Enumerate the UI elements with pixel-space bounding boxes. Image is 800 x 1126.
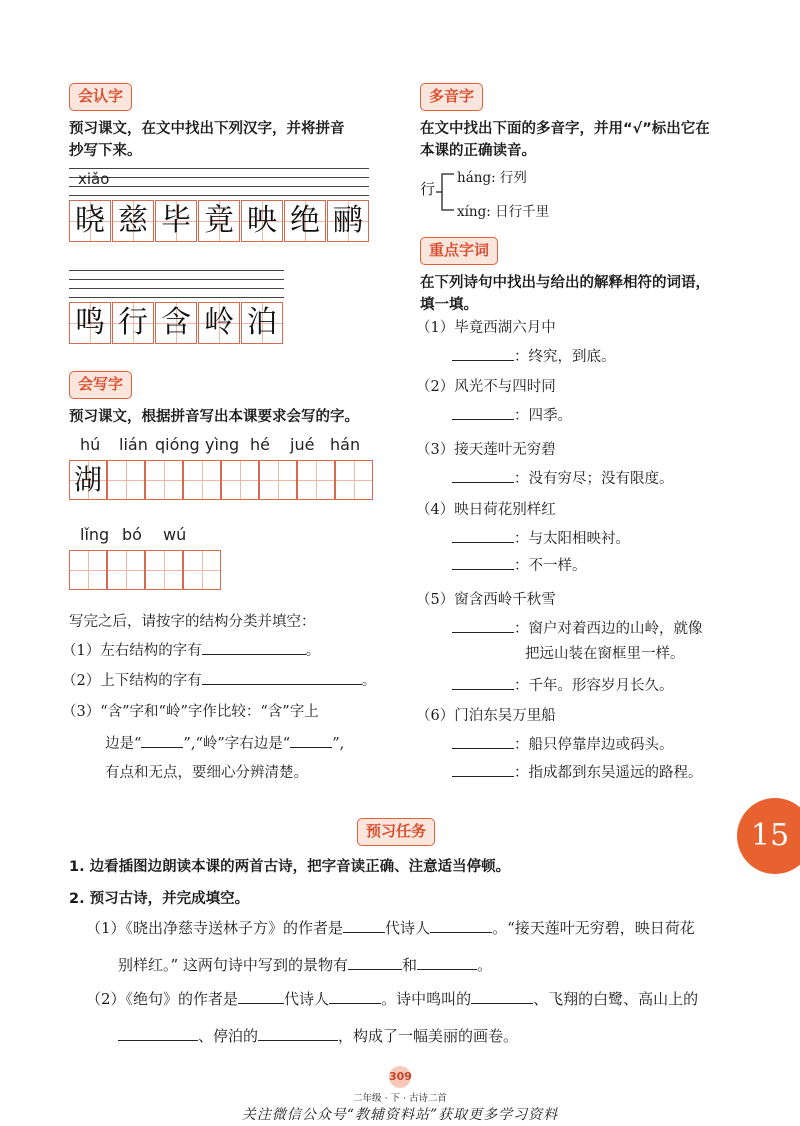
char-box: 行: [112, 302, 154, 344]
char-box: 鸣: [69, 302, 111, 344]
answer-blank[interactable]: [343, 918, 385, 933]
structure-item-3c: 有点和无点，要细心分辨清楚。: [105, 765, 308, 781]
answer-blank[interactable]: [452, 405, 514, 420]
definition-row: ：终究，到底。: [452, 346, 616, 367]
char-box: 鹂: [327, 200, 369, 242]
preview-task-1: 1. 边看插图边朗读本课的两首古诗，把字音读正确、注意适当停顿。: [69, 859, 511, 875]
write-box[interactable]: [145, 460, 183, 500]
bracket-icon: [434, 170, 458, 214]
char-box: 泊: [241, 302, 283, 344]
preview-q1-line1: （1）《晓出净慈寺送林子方》的作者是 代诗人 。“接天莲叶无穷碧，映日荷花: [86, 919, 695, 937]
write-box[interactable]: [107, 460, 145, 500]
write-pinyin: hé: [250, 435, 270, 454]
poem-line: （4）映日荷花别样红: [416, 502, 556, 518]
structure-item-3b: 边是“ ”,“岭”字右边是“ ”,: [105, 733, 344, 754]
char-box: 绝: [284, 200, 326, 242]
definition-row: ：没有穷尽；没有限度。: [452, 468, 674, 489]
answer-blank[interactable]: [452, 734, 514, 749]
polyphone-tag: 多音字: [420, 83, 483, 111]
definition-continued: 把远山装在窗框里一样。: [525, 646, 685, 662]
write-pinyin: lián: [119, 435, 148, 454]
definition-row: ：与太阳相映衬。: [452, 528, 630, 549]
answer-blank[interactable]: [452, 555, 514, 570]
answer-blank[interactable]: [329, 989, 381, 1004]
answer-blank[interactable]: [258, 1026, 338, 1041]
write-box[interactable]: [259, 460, 297, 500]
char-box: 毕: [155, 200, 197, 242]
definition-row: ：不一样。: [452, 555, 587, 576]
poem-line: （1）毕竟西湖六月中: [416, 320, 556, 336]
write-pinyin: lǐng: [80, 525, 110, 544]
answer-blank[interactable]: [348, 955, 402, 970]
structure-item-1: （1）左右结构的字有 。: [62, 640, 320, 661]
definition-row: ：千年。形容岁月长久。: [452, 675, 674, 696]
polyphone-reading-2[interactable]: xíng: 日行千里: [457, 204, 550, 220]
pinyin-xiao: xiǎo: [78, 170, 110, 188]
write-box[interactable]: [183, 460, 221, 500]
answer-blank[interactable]: [141, 733, 183, 748]
pinyin-line: [69, 186, 369, 187]
keywords-instruction-1: 在下列诗句中找出与给出的解释相符的词语，: [420, 275, 710, 291]
write-box[interactable]: [69, 550, 107, 590]
answer-blank[interactable]: [238, 989, 284, 1004]
structure-intro: 写完之后，请按字的结构分类并填空：: [69, 614, 316, 630]
write-box: [183, 550, 221, 590]
poem-line: （3）接天莲叶无穷碧: [416, 442, 556, 458]
answer-blank[interactable]: [452, 346, 514, 361]
preview-task-2: 2. 预习古诗，并完成填空。: [69, 891, 250, 907]
structure-item-3a: （3）“含”字和“岭”字作比较：“含”字上: [62, 704, 319, 720]
pinyin-line: [69, 195, 369, 196]
answer-blank[interactable]: [452, 618, 514, 633]
definition-row: ：窗户对着西边的山岭，就像: [452, 618, 703, 639]
write-tag: 会写字: [69, 371, 132, 399]
answer-blank[interactable]: [118, 1026, 198, 1041]
keywords-instruction-2: 填一填。: [420, 297, 478, 313]
polyphone-instruction-1: 在文中找出下面的多音字，并用“√”标出它在: [420, 121, 710, 137]
write-pinyin: yìng: [205, 435, 240, 454]
write-pinyin: wú: [163, 525, 187, 544]
poem-line: （6）门泊东吴万里船: [416, 708, 556, 724]
write-instruction: 预习课文，根据拼音写出本课要求会写的字。: [69, 409, 359, 425]
answer-blank[interactable]: [452, 468, 514, 483]
preview-tag: 预习任务: [357, 818, 435, 846]
polyphone-reading-1[interactable]: háng: 行列: [457, 170, 527, 186]
write-box[interactable]: [297, 460, 335, 500]
poem-line: （5）窗含西岭千秋雪: [416, 592, 556, 608]
definition-row: ：船只停靠岸边或码头。: [452, 734, 674, 755]
answer-blank[interactable]: [417, 955, 477, 970]
preview-q2-line2: 、停泊的 ，构成了一幅美丽的画卷。: [118, 1025, 518, 1047]
polyphone-char: 行: [420, 180, 436, 198]
write-pinyin: hú: [80, 435, 101, 454]
preview-q1-line2: 别样红。” 这两句诗中写到的景物有 和 。: [118, 956, 492, 974]
pinyin-line: [69, 168, 369, 169]
preview-q2-line1: （2）《绝句》的作者是 代诗人 。诗中鸣叫的 、飞翔的白鹭、高山上的: [86, 990, 699, 1008]
answer-blank[interactable]: [202, 640, 306, 655]
polyphone-instruction-2: 本课的正确读音。: [420, 143, 536, 159]
answer-blank[interactable]: [471, 989, 533, 1004]
recognize-tag: 会认字: [69, 83, 132, 111]
page-number: 309: [389, 1066, 411, 1088]
answer-blank[interactable]: [452, 675, 514, 690]
pinyin-line: [69, 270, 284, 271]
recognize-instruction-1: 预习课文，在文中找出下列汉字，并将拼音: [69, 121, 345, 137]
write-box[interactable]: [221, 460, 259, 500]
pinyin-line: [69, 279, 284, 280]
footer-caption: 二年级 · 下 · 古诗二首: [352, 1093, 448, 1104]
char-box: 映: [241, 200, 283, 242]
write-box[interactable]: [335, 460, 373, 500]
write-pinyin: qióng: [155, 435, 200, 454]
write-box[interactable]: 湖: [69, 460, 107, 500]
write-box[interactable]: [145, 550, 183, 590]
recognize-instruction-2: 抄写下来。: [69, 143, 142, 159]
pinyin-line: [69, 177, 369, 178]
structure-item-2: （2）上下结构的字有 。: [62, 670, 376, 691]
write-box[interactable]: [107, 550, 145, 590]
answer-blank[interactable]: [452, 528, 514, 543]
pinyin-line: [69, 297, 284, 298]
char-box: 竟: [198, 200, 240, 242]
footer-notice: 关注微信公众号“教辅资料站”获取更多学习资料: [241, 1107, 559, 1123]
write-pinyin: hán: [330, 435, 361, 454]
answer-blank[interactable]: [202, 670, 362, 685]
page-tab-badge: 15: [737, 798, 800, 874]
keywords-tag: 重点字词: [420, 237, 498, 265]
definition-row: ：四季。: [452, 405, 572, 426]
answer-blank[interactable]: [452, 762, 514, 777]
write-pinyin: bó: [122, 525, 142, 544]
char-box: 含: [155, 302, 197, 344]
write-pinyin: jué: [290, 435, 315, 454]
char-box: 慈: [112, 200, 154, 242]
char-box: 晓: [69, 200, 111, 242]
answer-blank[interactable]: [290, 733, 332, 748]
poem-line: （2）风光不与四时同: [416, 379, 556, 395]
answer-blank[interactable]: [430, 918, 492, 933]
char-box: 岭: [198, 302, 240, 344]
definition-row: ：指成都到东吴遥远的路程。: [452, 762, 703, 783]
pinyin-line: [69, 288, 284, 289]
